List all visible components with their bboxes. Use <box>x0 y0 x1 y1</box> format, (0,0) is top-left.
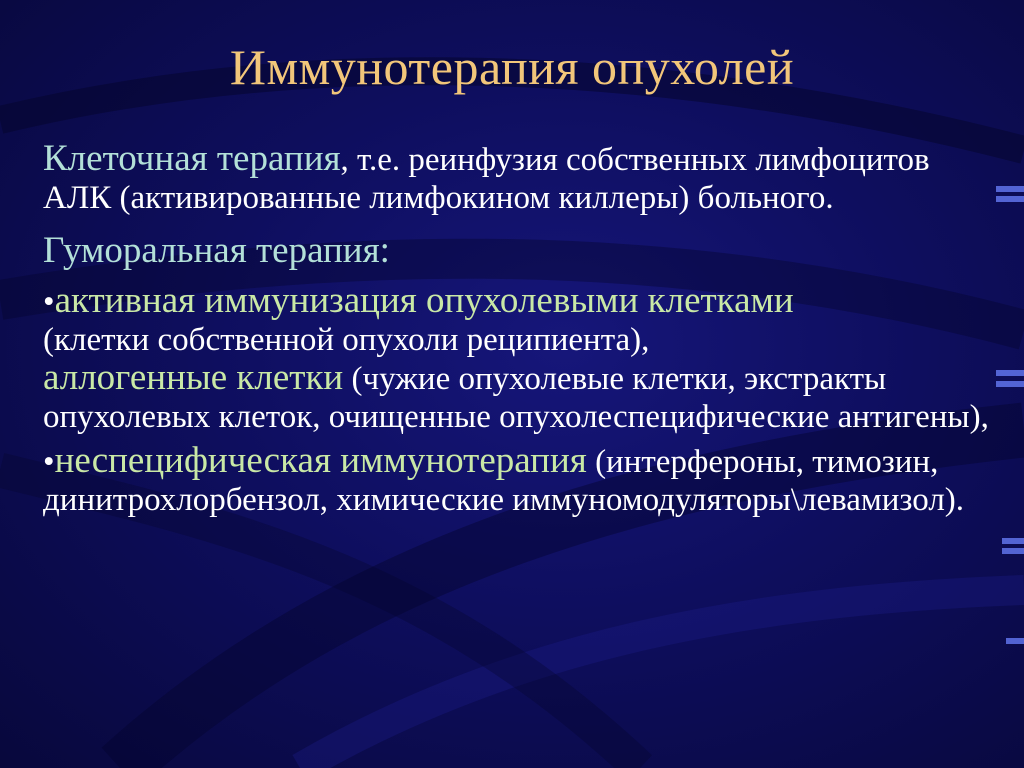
nonspecific-immunotherapy-text: (интерфероны, тимозин, динитрохлорбензол, химические иммуномодуляторы\левамизол). <box>43 444 965 518</box>
bullet-nonspecific-immunotherapy <box>43 442 993 519</box>
bullet-marker: • <box>43 444 55 480</box>
nonspecific-immunotherapy-label: неспецифическая иммунотерапия <box>54 440 587 481</box>
slide-title: Иммунотерапия опухолей <box>229 39 795 95</box>
slide-body <box>43 140 993 519</box>
allogeneic-cells-label: аллогенные клетки <box>43 357 344 398</box>
humoral-heading-paragraph <box>43 231 993 272</box>
active-immunization-text: (клетки собственной опухоли реципиента), <box>43 322 650 358</box>
cell-therapy-text: , т.е. реинфузия собственных лимфоцитов АЛК (активированные лимфокином киллеры) больного. <box>43 142 930 216</box>
bullet-active-immunization <box>43 282 993 436</box>
cell-therapy-label: Клеточная терапия <box>43 138 341 179</box>
active-immunization-label: активная иммунизация опухолевыми клетками <box>54 280 794 321</box>
bullet-marker: • <box>43 284 55 320</box>
humoral-heading: Гуморальная терапия: <box>43 230 390 271</box>
allogeneic-cells-text: (чужие опухолевые клетки, экстракты опухолевых клеток, очищенные опухолеспецифические антигены), <box>43 361 989 435</box>
cell-therapy-paragraph <box>43 140 993 217</box>
